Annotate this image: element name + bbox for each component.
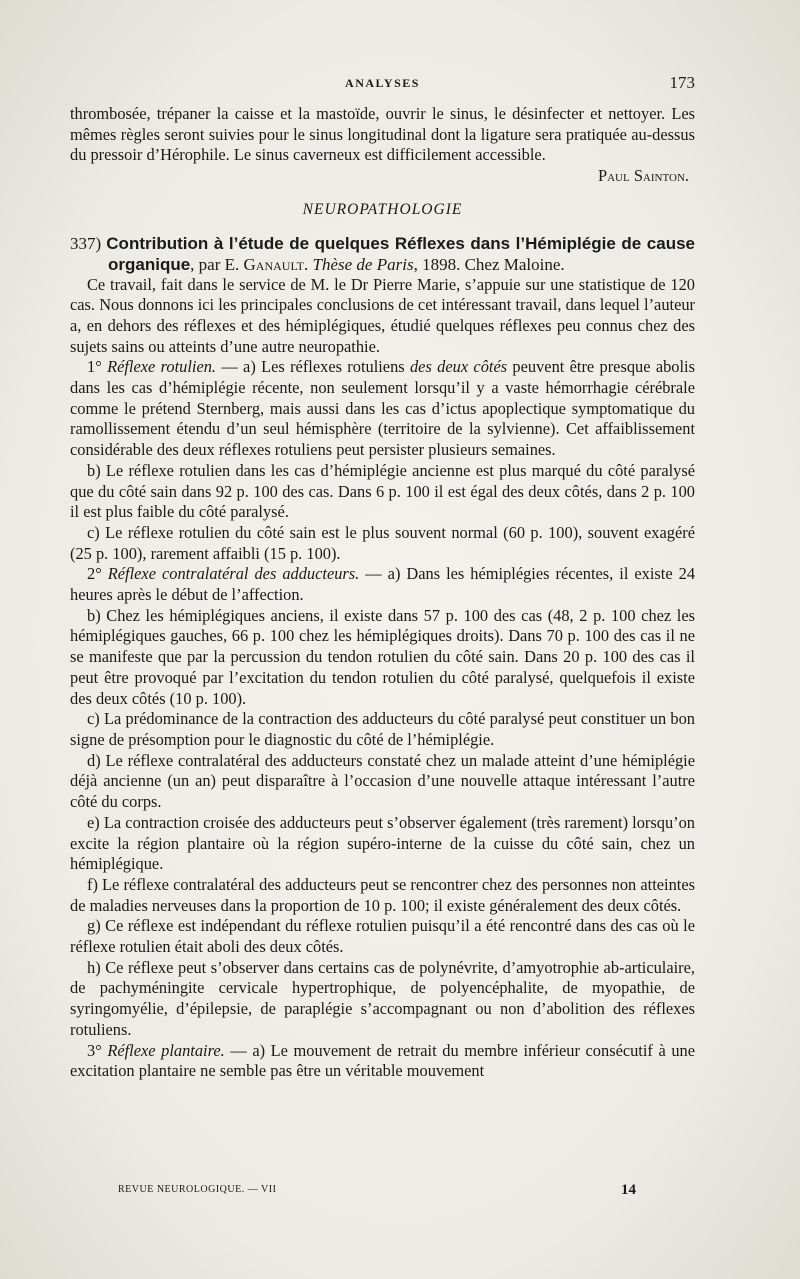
- section-2-paragraph-g: g) Ce réflexe est indépendant du réflexe rotulien puisqu’il a été rencontré dans des cas où le réflexe rotulien était aboli des deux côtés.: [70, 916, 695, 957]
- section-1-paragraph-a: [70, 357, 695, 461]
- section-2-paragraph-e: e) La contraction croisée des adducteurs peut s’observer également (très rarement) lorsqu’on excite la région plantaire où la région supéro-interne de la cuisse du côté sain, chez un hémiplégique.: [70, 812, 695, 874]
- section-3-title: Réflexe plantaire.: [107, 1040, 225, 1060]
- section-1-number: 1°: [87, 357, 102, 377]
- article-thesis: Thèse de Paris: [312, 254, 414, 274]
- section-3-number: 3°: [87, 1040, 102, 1060]
- section-2-paragraph-b: b) Chez les hémiplégiques anciens, il existe dans 57 p. 100 des cas (48, 2 p. 100 chez les hémiplégiques gauches, 66 p. 100 chez les hémiplégiques droits). Dans 70 p. 100 des cas il ne se manifeste que par la percussion du tendon rotulien du côté sain. Dans 20 p. 100 des cas il peut être provoqué par l’excitation du tendon rotulien du côté paralysé, quelquefois il existe des deux côtés (10 p. 100).: [70, 605, 695, 708]
- article-author: Ganault: [243, 254, 305, 274]
- journal-name: REVUE NEUROLOGIQUE. — VII: [118, 1184, 277, 1195]
- article-number: 337): [70, 233, 102, 253]
- signature-mark: 14: [621, 1182, 636, 1198]
- section-3-a-text: — a) Le mouvement de retrait du membre inférieur consécutif à une excitation plantaire ne semble pas être un véritable mouvement: [70, 1040, 695, 1081]
- section-1-a-em: des deux côtés: [409, 357, 508, 377]
- section-3-paragraph-a: [70, 1041, 695, 1082]
- section-2-number: 2°: [87, 564, 102, 584]
- section-title: NEUROPATHOLOGIE: [302, 200, 463, 218]
- article-sep: .: [304, 254, 313, 274]
- section-1-paragraph-b: b) Le réflexe rotulien dans les cas d’hémiplégie ancienne est plus marqué du côté paralysé que du côté sain dans 92 p. 100 des cas. Dans 6 p. 100 il est égal des deux côtés, dans 2 p. 100 il est plus faible du côté paralysé.: [70, 460, 695, 522]
- page-footer: [118, 1182, 636, 1202]
- running-head: ANALYSES: [345, 76, 420, 90]
- article-heading: [70, 233, 695, 275]
- section-2-paragraph-d: d) Le réflexe contralatéral des adducteurs constaté chez un malade atteint d’une hémiplégie déjà ancienne (un an) peut disparaître à l’occasion d’une nouvelle attaque intéressant l’autre côté du corps.: [70, 750, 695, 812]
- section-2-a-text: — a) Dans les hémiplégies récentes, il existe 24 heures après le début de l’affection.: [70, 564, 696, 605]
- review-author: [70, 166, 695, 187]
- section-1-title: Réflexe rotulien.: [107, 357, 217, 377]
- section-1-a-post: peuvent être presque abolis dans les cas d’hémiplégie récente, non seulement lorsqu’il y a vaste hémorrhagie cérébrale comme le prétend Sternberg, mais aussi dans les cas d’ictus apoplectique symptomatique du ramollissement étendu d’un seul hémisphère (territoire de la sylvienne). Cet affaiblissement considérable des deux réflexes rotuliens peut persister plusieurs semaines.: [70, 357, 695, 460]
- page-content: [70, 104, 695, 1082]
- page-header: [70, 73, 695, 95]
- section-1-a-pre: — a) Les réflexes rotuliens: [216, 357, 410, 377]
- section-2-title: Réflexe contralatéral des adducteurs.: [107, 564, 360, 584]
- article-title: Contribution à l’étude de quelques Réflexes dans l’Hémiplégie de cause organique: [106, 233, 695, 274]
- section-2-paragraph-c: c) La prédominance de la contraction des adducteurs du côté paralysé peut constituer un bon signe de présomption pour le diagnostic du côté de l’hémiplégie.: [70, 709, 695, 749]
- article-by: , par E.: [190, 254, 244, 274]
- previous-review-text: thrombosée, trépaner la caisse et la mastoïde, ouvrir le sinus, le désinfecter et nettoyer. Les mêmes règles seront suivies pour le sinus longitudinal dont la ligature sera pratiquée au-dessus du pressoir d’Hérophile. Le sinus caverneux est difficilement accessible.: [70, 104, 695, 165]
- page-number: 173: [669, 73, 695, 92]
- review-author-name: Paul Sainton.: [598, 166, 689, 186]
- section-1-paragraph-c: c) Le réflexe rotulien du côté sain est le plus souvent normal (60 p. 100), souvent exagéré (25 p. 100), rarement affaibli (15 p. 100).: [70, 522, 695, 563]
- section-2-paragraph-h: h) Ce réflexe peut s’observer dans certains cas de polynévrite, d’amyotrophie ab-articulaire, de pachyméningite cervicale hypertrophique, de polyencéphalite, de myopathie, de syringomyélie, d’épilepsie, de paraplégie s’accompagnant ou non d’abolition des réflexes rotuliens.: [70, 957, 695, 1039]
- section-2-paragraph-f: f) Le réflexe contralatéral des adducteurs peut se rencontrer chez des personnes non atteintes de maladies nerveuses dans la proportion de 10 p. 100; il existe généralement des deux côtés.: [70, 874, 695, 915]
- article-publication: , 1898. Chez Maloine.: [413, 254, 565, 274]
- section-2-paragraph-a: [70, 564, 695, 605]
- intro-paragraph: Ce travail, fait dans le service de M. le Dr Pierre Marie, s’appuie sur une statistique de 120 cas. Nous donnons ici les principales conclusions de cet intéressant travail, dans lequel l’auteur a, en dehors des réflexes et des hémiplégiques, étudié quelques réflexes peu connus chez des sujets sains ou atteints d’une autre neuropathie.: [70, 274, 695, 356]
